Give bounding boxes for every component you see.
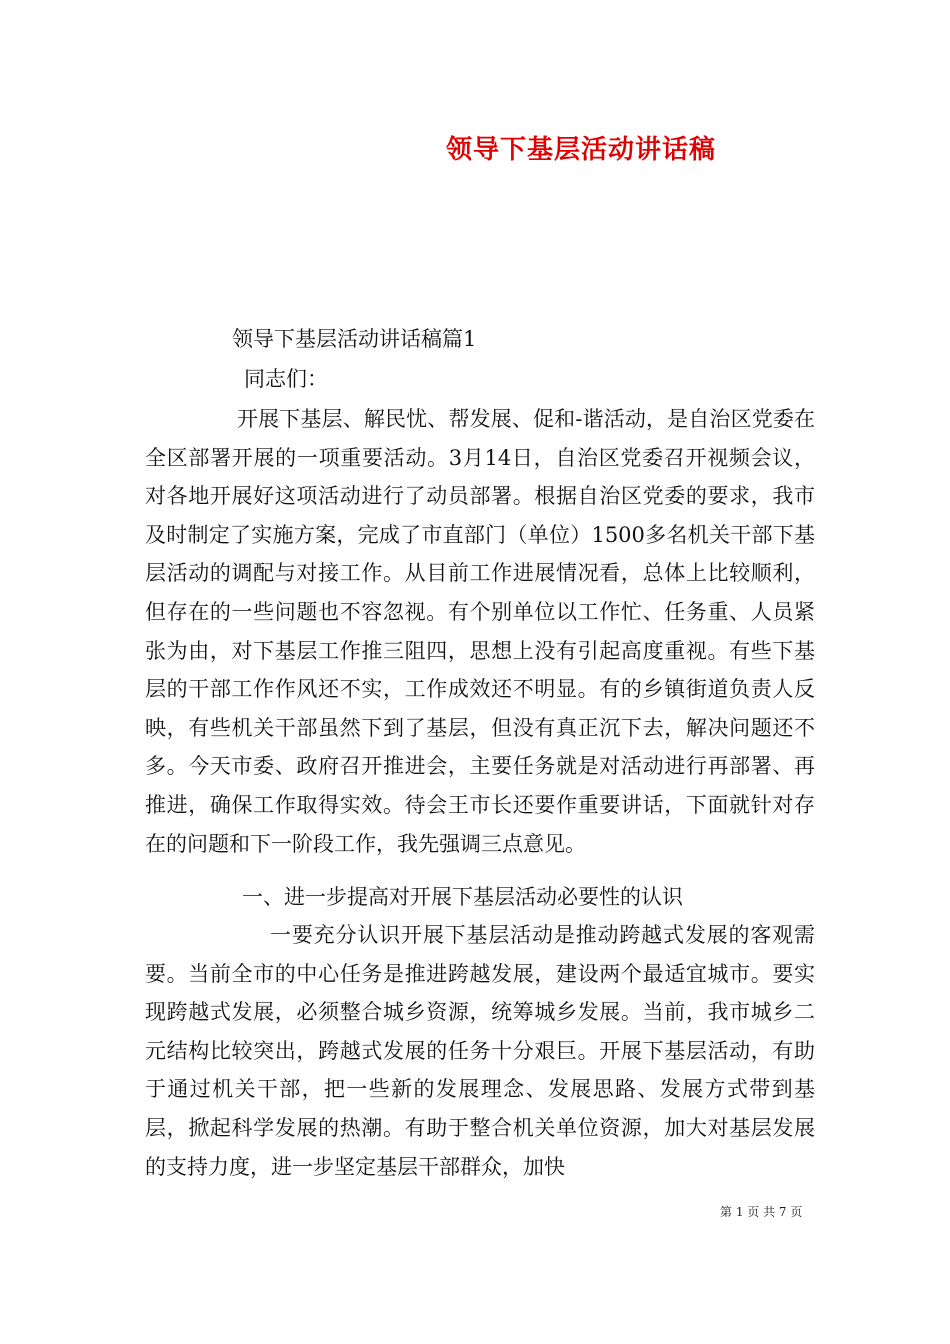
body-paragraph-1: 开展下基层、解民忧、帮发展、促和-谐活动，是自治区党委在全区部署开展的一项重要活动。3月14日，自治区党委召开视频会议，对各地开展好这项活动进行了动员部署。根据自治区党委的要求，我市及时制定了实施方案，完成了市直部门（单位）1500多名机关干部下基层活动的调配与对接工作。从目前工作进展情况看，总体上比较顺利，但存在的一些问题也不容忽视。有个别单位以工作忙、任务重、人员紧张为由，对下基层工作推三阻四，思想上没有引起高度重视。有些下基层的干部工作作风还不实，工作成效还不明显。有的乡镇街道负责人反映，有些机关干部虽然下到了基层，但没有真正沉下去，解决问题还不多。今天市委、政府召开推进会，主要任务就是对活动进行再部署、再推进，确保工作取得实效。待会王市长还要作重要讲话，下面就针对存在的问题和下一阶段工作，我先强调三点意见。 [145, 407, 815, 856]
body-paragraph-2: 一要充分认识开展下基层活动是推动跨越式发展的客观需要。当前全市的中心任务是推进跨越发展，建设两个最适宜城市。要实现跨越式发展，必须整合城乡资源，统筹城乡发展。当前，我市城乡二元结构比较突出，跨越式发展的任务十分艰巨。开展下基层活动，有助于通过机关干部，把一些新的发展理念、发展思路、发展方式带到基层，掀起科学发展的热潮。有助于整合机关单位资源，加大对基层发展的支持力度，进一步坚定基层干部群众，加快 [145, 923, 815, 1179]
section-heading: 领导下基层活动讲话稿篇1 [232, 327, 477, 351]
page-title: 领导下基层活动讲话稿 [446, 135, 717, 165]
salutation: 同志们： [244, 367, 328, 391]
page-footer: 第 1 页 共 7 页 [720, 1205, 803, 1219]
subheading-1: 一、进一步提高对开展下基层活动必要性的认识 [242, 885, 683, 909]
